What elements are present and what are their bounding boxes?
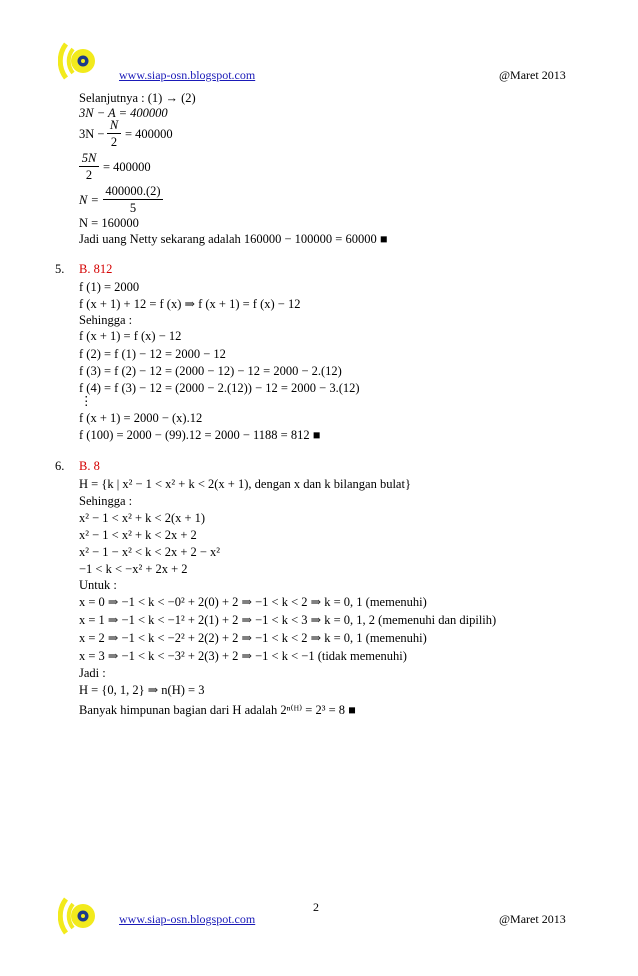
q6-line-12: Jadi :	[79, 666, 106, 680]
p4-l3-prefix: 3N −	[79, 127, 105, 141]
q6-answer: B. 8	[79, 459, 100, 473]
footer-site-link[interactable]: www.siap-osn.blogspot.com	[119, 912, 256, 926]
q5-line-1: f (1) = 2000	[79, 280, 140, 294]
q6-line-1: H = {k | x² − 1 < x² + k < 2(x + 1), dengan x dan k bilangan bulat}	[79, 477, 411, 491]
q6-case-x0: x = 0 ⇒ −1 < k < −0² + 2(0) + 2 ⇒ −1 < k < 2 ⇒ k = 0, 1 (memenuhi)	[79, 595, 427, 609]
q5-line-2: f (x + 1) + 12 = f (x) ⇒ f (x + 1) = f (x) − 12	[79, 297, 301, 311]
q6-line-5: x² − 1 − x² < k < 2x + 2 − x²	[79, 545, 221, 559]
q6-case-x1: x = 1 ⇒ −1 < k < −1² + 2(1) + 2 ⇒ −1 < k < 3 ⇒ k = 0, 1, 2 (memenuhi dan dipilih)	[79, 613, 497, 627]
p4-frac-5n-num: 5N	[81, 151, 97, 165]
page-number: 2	[313, 900, 319, 914]
q5-line-3: Sehingga :	[79, 313, 133, 327]
q5-line-7: f (4) = f (3) − 12 = (2000 − 2.(12)) − 12 = 2000 − 3.(12)	[79, 381, 360, 395]
q5-number: 5.	[55, 262, 65, 276]
p4-line-2: 3N − A = 400000	[79, 106, 168, 120]
p4-line-5: N = 160000	[79, 216, 139, 230]
q5-line-5: f (2) = f (1) − 12 = 2000 − 12	[79, 347, 226, 361]
p4-frac-big-den: 5	[129, 201, 137, 215]
p4-line-4: = 400000	[103, 160, 151, 174]
p4-conclusion: Jadi uang Netty sekarang adalah 160000 − 100000 = 60000 ■	[79, 232, 388, 246]
p4-frac-big-num: 400000.(2)	[105, 184, 161, 198]
header-site-link[interactable]: www.siap-osn.blogspot.com	[119, 68, 256, 82]
q6-line-4: x² − 1 < x² + k < 2x + 2	[79, 528, 197, 542]
q5-line-9: f (x + 1) = 2000 − (x).12	[79, 411, 203, 425]
p4-line-1: Selanjutnya : (1) → (2)	[79, 91, 196, 105]
footer-logo-icon	[58, 893, 104, 939]
q6-line-6: −1 < k < −x² + 2x + 2	[79, 562, 188, 576]
q6-case-x3: x = 3 ⇒ −1 < k < −3² + 2(3) + 2 ⇒ −1 < k < −1 (tidak memenuhi)	[79, 649, 407, 663]
q5-line-4: f (x + 1) = f (x) − 12	[79, 329, 182, 343]
p4-frac-n-bar	[107, 133, 121, 134]
q6-line-3: x² − 1 < x² + k < 2(x + 1)	[79, 511, 206, 525]
header-date: @Maret 2013	[499, 68, 566, 82]
q6-conclusion: Banyak himpunan bagian dari H adalah 2ⁿ⁽ᴴ⁾ = 2³ = 8 ■	[79, 703, 356, 717]
p4-frac-5n-bar	[79, 166, 99, 167]
p4-frac-5n-den: 2	[85, 168, 93, 182]
q5-answer: B. 812	[79, 262, 113, 276]
q6-number: 6.	[55, 459, 65, 473]
p4-line-3: = 400000	[125, 127, 173, 141]
footer-date: @Maret 2013	[499, 912, 566, 926]
p4-frac-big-bar	[103, 199, 163, 200]
q5-vdots: ⋮	[80, 394, 93, 408]
q5-line-10: f (100) = 2000 − (99).12 = 2000 − 1188 = 812 ■	[79, 428, 321, 442]
q5-line-6: f (3) = f (2) − 12 = (2000 − 12) − 12 = 2000 − 2.(12)	[79, 364, 342, 378]
q6-line-2: Sehingga :	[79, 494, 133, 508]
p4-l5-prefix: N =	[79, 193, 99, 207]
q6-line-13: H = {0, 1, 2} ⇒ n(H) = 3	[79, 683, 205, 697]
q6-case-x2: x = 2 ⇒ −1 < k < −2² + 2(2) + 2 ⇒ −1 < k < 2 ⇒ k = 0, 1 (memenuhi)	[79, 631, 427, 645]
p4-frac-n-den: 2	[110, 135, 118, 149]
q6-line-7: Untuk :	[79, 578, 117, 592]
logo-icon	[58, 38, 104, 84]
p4-frac-n-num: N	[109, 118, 119, 132]
